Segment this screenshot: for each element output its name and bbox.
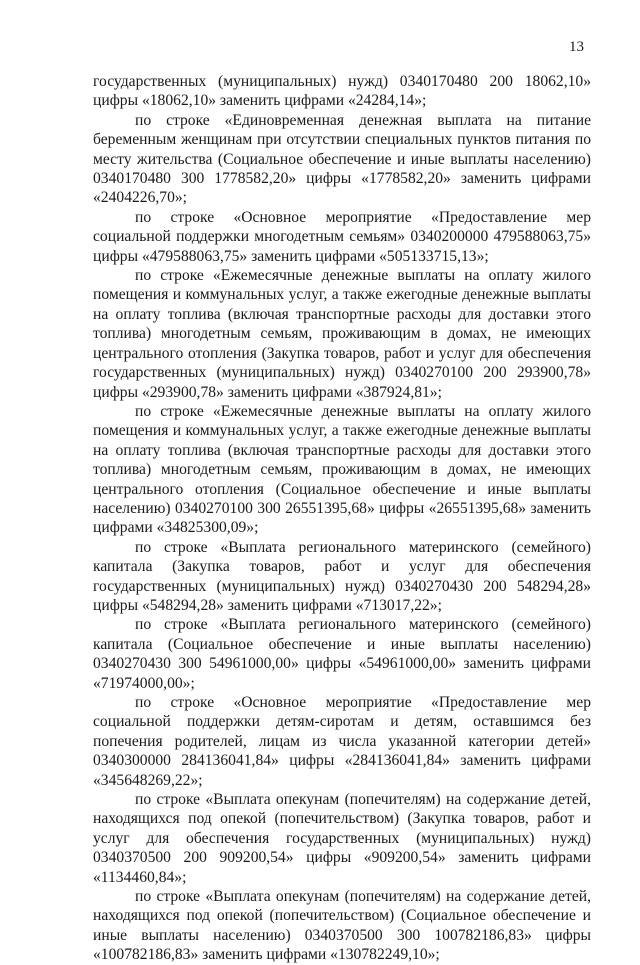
paragraph-amendment: по строке «Выплата регионального материнского (семейного) капитала (Закупка товаров, работ и услуг для обеспечения государственных (муниципальных) нужд) 0340270430 200 548294,28» цифры «548294,28» заменить цифрами «713017,22»; <box>93 538 591 614</box>
paragraph-amendment: по строке «Ежемесячные денежные выплаты на оплату жилого помещения и коммунальных услуг, а также ежегодные денежные выплаты на оплату топлива (включая транспортные расходы для доставки этого топлива) многодетным семьям, проживающим в домах, не имеющих центрального отопления (Социальное обеспечение и иные выплаты населению) 0340270100 300 26551395,68» цифры «26551395,68» заменить цифрами «34825300,09»; <box>93 402 591 537</box>
paragraph-amendment: по строке «Выплата опекунам (попечителям) на содержание детей, находящихся под опекой (попечительством) (Закупка товаров, работ и услуг для обеспечения государственных (муниципальных) нужд) 0340370500 200 909200,54» цифры «909200,54» заменить цифрами «1134460,84»; <box>93 791 591 886</box>
document-body <box>93 72 591 965</box>
page-number: 13 <box>569 39 584 55</box>
paragraph-continuation: государственных (муниципальных) нужд) 0340170480 200 18062,10» цифры «18062,10» заменить цифрами «24284,14»; <box>93 73 591 110</box>
paragraph-amendment: по строке «Ежемесячные денежные выплаты на оплату жилого помещения и коммунальных услуг, а также ежегодные денежные выплаты на оплату топлива (включая транспортные расходы для доставки этого топлива) многодетным семьям, проживающим в домах, не имеющих центрального отопления (Закупка товаров, работ и услуг для обеспечения государственных (муниципальных) нужд) 0340270100 200 293900,78» цифры «293900,78» заменить цифрами «387924,81»; <box>93 267 591 401</box>
paragraph-amendment: по строке «Выплата опекунам (попечителям) на содержание детей, находящихся под опекой (попечительством) (Социальное обеспечение и иные выплаты населению) 0340370500 300 100782186,83» цифры «100782186,83» заменить цифрами «130782249,10»; <box>93 888 591 964</box>
paragraph-amendment: по строке «Основное мероприятие «Предоставление мер социальной поддержки многодетным семьям» 0340200000 479588063,75» цифры «479588063,75» заменить цифрами «505133715,13»; <box>93 208 591 265</box>
paragraph-amendment: по строке «Выплата регионального материнского (семейного) капитала (Социальное обеспечение и иные выплаты населению) 0340270430 300 54961000,00» цифры «54961000,00» заменить цифрами «71974000,00»; <box>93 616 591 692</box>
paragraph-amendment: по строке «Единовременная денежная выплата на питание беременным женщинам при отсутствии специальных пунктов питания по месту жительства (Социальное обеспечение и иные выплаты населению) 0340170480 300 1778582,20» цифры «1778582,20» заменить цифрами «2404226,70»; <box>93 111 591 207</box>
paragraph-amendment: по строке «Основное мероприятие «Предоставление мер социальной поддержки детям-сиротам и детям, оставшимся без попечения родителей, лицам из числа указанной категории детей» 0340300000 284136041,84» цифры «284136041,84» заменить цифрами «345648269,22»; <box>93 694 591 789</box>
